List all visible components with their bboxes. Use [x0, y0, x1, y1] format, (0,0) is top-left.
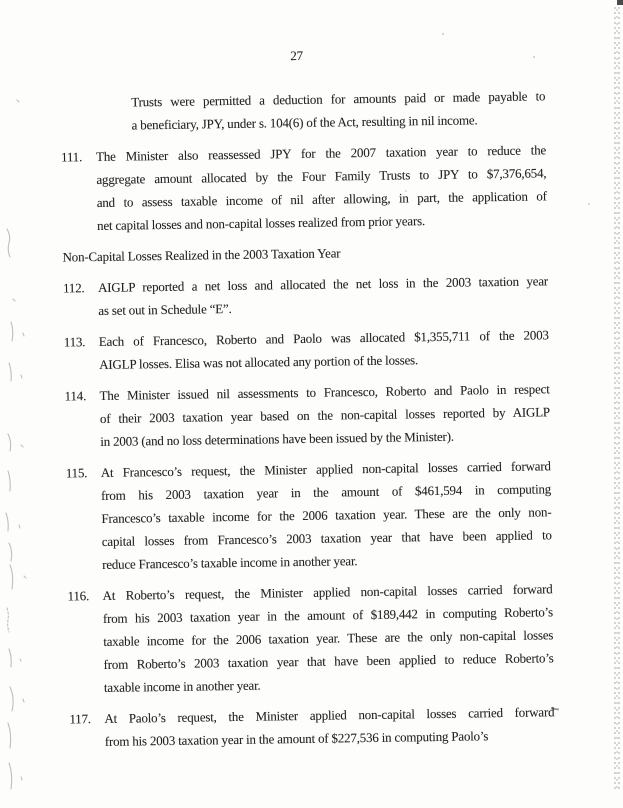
text-line: AIGLP reported a net loss and allocated the net loss in the 2003 taxation year: [97, 273, 549, 295]
paragraph-text: [99, 323, 550, 376]
text-line: and to assess taxable income of nil after allowing, in part, the application of: [96, 188, 547, 210]
paragraph-number: 111.: [60, 149, 83, 165]
paragraph-number: 112.: [62, 280, 85, 296]
text-line: Non-Capital Losses Realized in the 2003 Taxation Year: [62, 245, 341, 265]
text-line: At Roberto’s request, the Minister applied non-capital losses carried forward: [102, 581, 553, 603]
paragraph-113: [64, 323, 550, 376]
paragraph-111: [61, 138, 547, 237]
text-line: reduce Francesco’s taxable income in another year.: [102, 553, 358, 572]
paragraph-116: [67, 577, 554, 699]
text-line: AIGLP losses. Elisa was not allocated any portion of the losses.: [99, 352, 419, 372]
text-line: aggregate amount allocated by the Four Family Trusts to JPY to $7,376,654,: [96, 165, 547, 187]
text-line: taxable income for the 2006 taxation year. These are the only non-capital losses: [103, 627, 554, 649]
text-line: At Paolo’s request, the Minister applied non-capital losses carried forward: [104, 704, 555, 726]
paragraph-number: 115.: [65, 465, 88, 481]
document-blocks: [0, 83, 623, 754]
paragraph-114: [64, 377, 550, 453]
text-line: capital losses from Francesco’s 2003 taxation year that have been applied to: [101, 527, 552, 549]
text-line: from his 2003 taxation year in the amount of $227,536 in computing Paolo’s: [104, 728, 489, 749]
paragraph-115: [66, 454, 553, 576]
paragraph-number: 116.: [67, 588, 90, 604]
text-line: The Minister also reassessed JPY for the 2007 taxation year to reduce the: [95, 142, 547, 164]
text-line: At Francesco’s request, the Minister applied non-capital losses carried forward: [100, 458, 551, 480]
text-line: Each of Francesco, Roberto and Paolo was allocated $1,355,711 of the 2003: [98, 327, 549, 349]
text-line: The Minister issued nil assessments to Francesco, Roberto and Paolo in respect: [99, 381, 550, 403]
text-line: in 2003 (and no loss determinations have been issued by the Minister).: [100, 428, 454, 449]
text-line: Trusts were permitted a deduction for amounts paid or made payable to: [131, 88, 546, 110]
continuation-paragraph: [131, 84, 546, 136]
text-line: from his 2003 taxation year in the amount of $189,442 in computing Roberto’s: [102, 604, 553, 626]
paragraph-112: [63, 269, 549, 322]
text-line: of their 2003 taxation year based on the non-capital losses reported by AIGLP: [99, 404, 551, 426]
paragraph-text: [101, 454, 553, 576]
paragraph-117: [69, 700, 555, 753]
paragraph-text: [102, 577, 554, 699]
section-heading: [62, 238, 547, 268]
text-line: a beneficiary, JPY, under s. 104(6) of the Act, resulting in nil income.: [131, 112, 478, 133]
text-line: from his 2003 taxation year in the amount of $461,594 in computing: [100, 481, 552, 503]
paragraph-text: [104, 700, 555, 753]
paragraph-number: 117.: [69, 711, 91, 727]
text-line: Francesco’s taxable income for the 2006 taxation year. These are the only non-: [101, 504, 552, 526]
paragraph-text: [96, 138, 547, 237]
text-line: as set out in Schedule “E”.: [98, 301, 232, 318]
page-number: 27: [290, 47, 303, 64]
text-line: net capital losses and non-capital losses realized from prior years.: [96, 213, 426, 233]
paragraph-text: [99, 377, 550, 453]
paragraph-number: 114.: [64, 388, 87, 404]
text-line: from Roberto’s 2003 taxation year that have been applied to reduce Roberto’s: [103, 650, 554, 672]
paragraph-number: 113.: [63, 334, 86, 350]
text-line: taxable income in another year.: [103, 677, 261, 695]
paragraph-text: [98, 269, 549, 322]
scan-corner-mark: [617, 0, 623, 5]
